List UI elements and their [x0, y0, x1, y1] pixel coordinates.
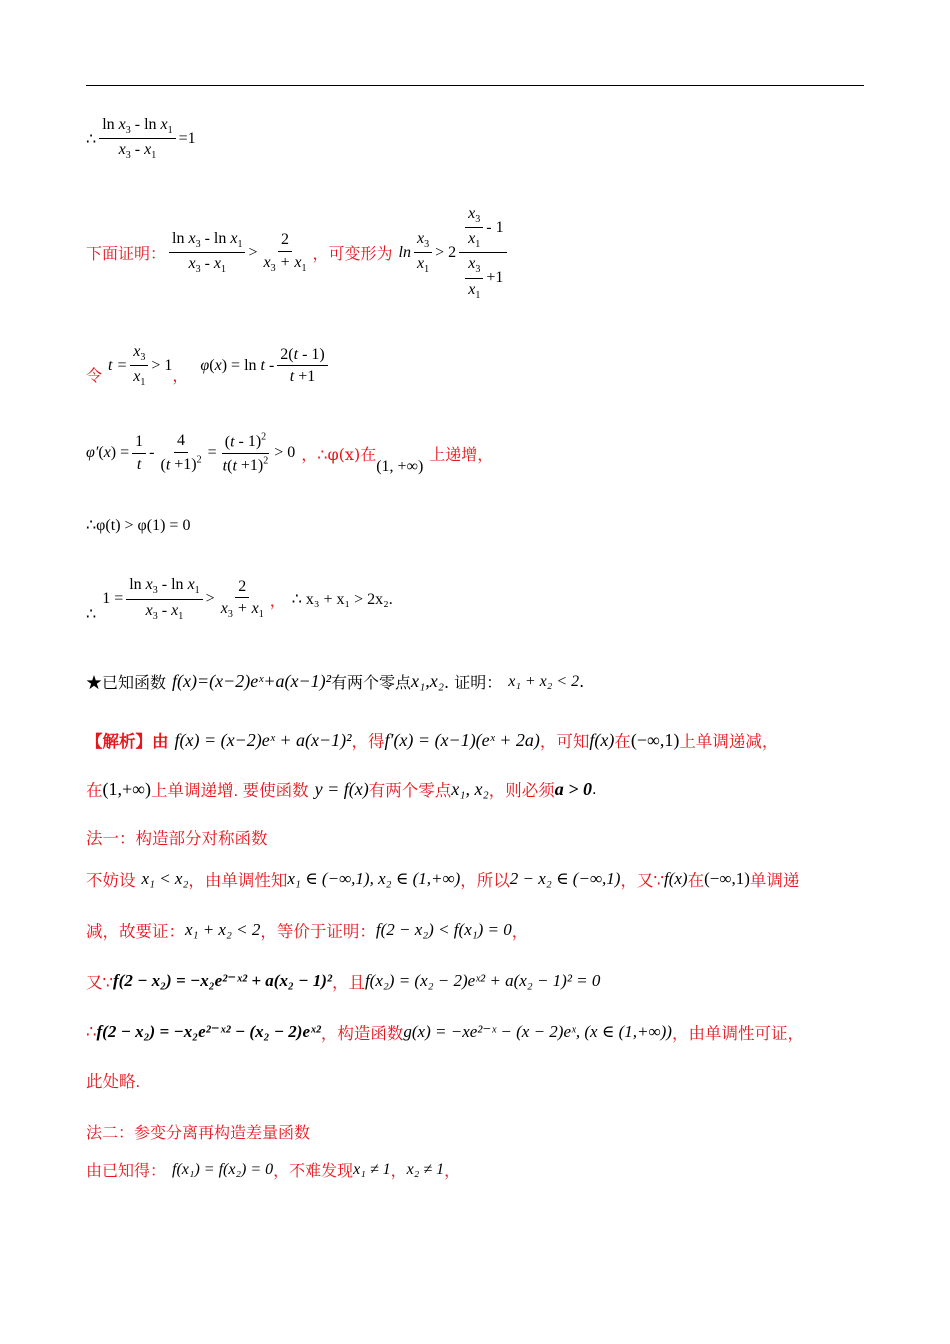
method1-line-4 [86, 1020, 804, 1044]
t-definition-fraction: $\frac{x_3}{x_1}$ [130, 343, 148, 388]
method1-line-1 [86, 867, 799, 891]
transform-label: ，可变形为 [312, 244, 393, 264]
square-ratio-fraction: $\frac{(t - 1)^2}{t(t +1)^2}$ [222, 431, 269, 474]
text: ，构造函数 [320, 1025, 404, 1043]
star-text: ★已知函数 [86, 673, 167, 692]
problem-function: f(x)=(x−2)eˣ+a(x−1)² [172, 671, 332, 691]
text: 上单调递增. 要使函数 [150, 782, 309, 800]
expr: x₂ ≠ 1 [406, 1160, 445, 1178]
text: 在 [687, 872, 705, 890]
expr: x₁ + x₂ < 2 [185, 920, 261, 939]
zeros: x₁,x₂ [411, 671, 445, 691]
header-rule [86, 85, 864, 86]
text: ，所以 [460, 872, 510, 890]
text: ， [444, 1161, 461, 1180]
text: ，又∵ [620, 872, 664, 890]
text: ，得 [351, 733, 385, 751]
phi-increasing-text: ∴φ(x)在 [317, 444, 377, 464]
ln-ratio: ln [398, 243, 411, 261]
text: 有两个零点 [368, 782, 452, 800]
increasing-label: 上递增， [429, 444, 494, 464]
line-derivative: φ′ ( x ) = $\frac{1}{t}$ - $\frac{4}{(t +1)^2}$ = $\frac{(t - 1)^2}{t(t +1)^2}$ > 0 ， ∴φ(x)在 (1, +∞) 上递增， [86, 431, 494, 475]
line-phi-positive [86, 515, 190, 535]
interval: (1, +∞) [376, 458, 424, 475]
interval: (1,+∞) [102, 778, 151, 799]
expr: g(x) = −xe²⁻ˣ − (x − 2)eˣ, (x ∈ (1,+∞)) [403, 1022, 672, 1041]
problem-statement [86, 670, 584, 693]
analysis-line-1 [86, 728, 778, 752]
method1-line-5 [86, 1068, 140, 1092]
comma: ， [172, 366, 189, 386]
line-ratio-equals-one: ∴ $\frac{\ln x_3 - \ln x_1}{x_3 - x_1}$ =1 [86, 116, 196, 162]
two-over-sum-fraction: $\frac{2}{x_3 + x_1}$ [263, 231, 307, 275]
interval: (−∞,1) [630, 729, 680, 750]
conclusion: ∴ x₃ + x₁ > 2x₂. [291, 591, 393, 608]
expr: f(2 − x₂) = −x₂e²⁻ˣ² + a(x₂ − 1)² [113, 971, 332, 990]
two-over-sum-fraction: $\frac{2}{x_3 + x_1}$ [220, 577, 264, 621]
text: 减，故要证： [86, 923, 185, 941]
expr: f(x₁) = f(x₂) = 0 [172, 1160, 274, 1178]
therefore-symbol: ∴ [86, 606, 97, 623]
text: 不妨设 [86, 872, 136, 890]
prove-text: . 证明： [444, 673, 503, 692]
therefore-symbol: ∴ [86, 130, 97, 148]
text: ，且 [331, 974, 365, 992]
expr: f(2 − x₂) < f(x₁) = 0 [375, 920, 512, 939]
method1-line-3 [86, 969, 600, 993]
comma: ， [301, 444, 318, 464]
a-condition: a > 0 [554, 778, 593, 799]
expr: f(x₂) = (x₂ − 2)eˣ² + a(x₂ − 1)² = 0 [364, 971, 601, 990]
nested-ratio-fraction: $\frac{x_3}{x_1}$ - 1 $\frac{x_3}{x_1}$ +1 [459, 205, 506, 301]
zeros-text: 有两个零点 [331, 673, 412, 692]
fx: f(x) [589, 729, 615, 750]
prove-label: 下面证明： [86, 244, 167, 264]
text: ， [390, 1161, 407, 1180]
log-ratio-fraction: $\frac{\ln x_3 - \ln x_1}{x_3 - x_1}$ [99, 116, 175, 161]
zeros: x₁, x₂ [451, 778, 489, 799]
one-over-t-fraction: $\frac{1}{t}$ [132, 433, 146, 473]
text: 在 [86, 782, 103, 800]
expr: 2 − x₂ ∈ (−∞,1) [509, 869, 621, 888]
expr: f(2 − x₂) = −x₂e²⁻ˣ² − (x₂ − 2)eˣ² [96, 1022, 321, 1041]
text: ，由单调性知 [188, 872, 288, 890]
method2-title [86, 1120, 310, 1143]
text: 在 [614, 733, 631, 751]
fx: f(x) [663, 869, 688, 888]
text: 又∵ [86, 974, 113, 992]
method1-title [86, 825, 268, 849]
text: ， [511, 923, 529, 941]
four-over-square-fraction: $\frac{4}{(t +1)^2}$ [160, 432, 202, 474]
method-title: 法二：参变分离再构造差量函数 [86, 1123, 311, 1142]
period: . [579, 672, 585, 691]
log-ratio-fraction: $\frac{\ln x_3 - \ln x_1}{x_3 - x_1}$ [126, 576, 202, 621]
method2-line-1 [86, 1158, 460, 1181]
text: ，可知 [539, 733, 590, 751]
x3-over-x1-fraction: $\frac{x_3}{x_1}$ [414, 230, 432, 275]
interval: (−∞,1) [704, 869, 750, 888]
text: ，等价于证明： [260, 923, 376, 941]
claim: x₁ + x₂ < 2 [508, 672, 580, 690]
phi-positive: ∴φ(t) > φ(1) = 0 [86, 517, 191, 534]
line-conclusion: ∴ 1 = $\frac{\ln x_3 - \ln x_1}{x_3 - x_1}$ > $\frac{2}{x_3 + x_1}$ ， ∴ x₃ + x₁ > 2x₂. [86, 576, 393, 623]
text: 由已知得： [86, 1161, 167, 1180]
let-label: 令 [86, 366, 103, 386]
expr: x₁ < x₂ [141, 869, 189, 888]
text: ，不难发现 [273, 1161, 354, 1180]
text: ，则必须 [488, 782, 555, 800]
expr: x₁ ≠ 1 [353, 1160, 391, 1178]
derivative: f′(x) = (x−1)(eˣ + 2a) [384, 729, 540, 750]
text: 单调递 [749, 872, 800, 890]
text: 上单调递减， [679, 733, 779, 751]
text: 此处略. [86, 1073, 141, 1091]
analysis-tag: 【解析】由 [86, 733, 169, 751]
analysis-function: f(x) = (x−2)eˣ + a(x−1)² [174, 729, 352, 750]
text: ∴ [86, 1023, 97, 1041]
expr: x₁ ∈ (−∞,1), x₂ ∈ (1,+∞) [287, 869, 461, 888]
phi-fraction: $\frac{2(t - 1)}{t +1}$ [277, 346, 327, 386]
line-prove-inequality: 下面证明： $\frac{\ln x_3 - \ln x_1}{x_3 - x_1}$ > $\frac{2}{x_3 + x_1}$ ，可变形为 ln $\frac{x_3}{x_1}$ > 2 $\frac{x_3}{x_1}$ - 1 $\frac{x_3}{x_1}$ +1 [86, 205, 510, 301]
method-title: 法一：构造部分对称函数 [86, 830, 268, 848]
text: ，由单调性可证， [671, 1025, 804, 1043]
method1-line-2 [86, 918, 528, 942]
period: . [592, 779, 597, 798]
y-fx: y = f(x) [314, 778, 369, 799]
line-substitution: 令 t = $\frac{x_3}{x_1}$ > 1 ， φ ( x ) = ln t - $\frac{2(t - 1)}{t +1}$ [86, 343, 331, 388]
analysis-line-2 [86, 777, 597, 801]
log-ratio-fraction: $\frac{\ln x_3 - \ln x_1}{x_3 - x_1}$ [169, 230, 245, 275]
